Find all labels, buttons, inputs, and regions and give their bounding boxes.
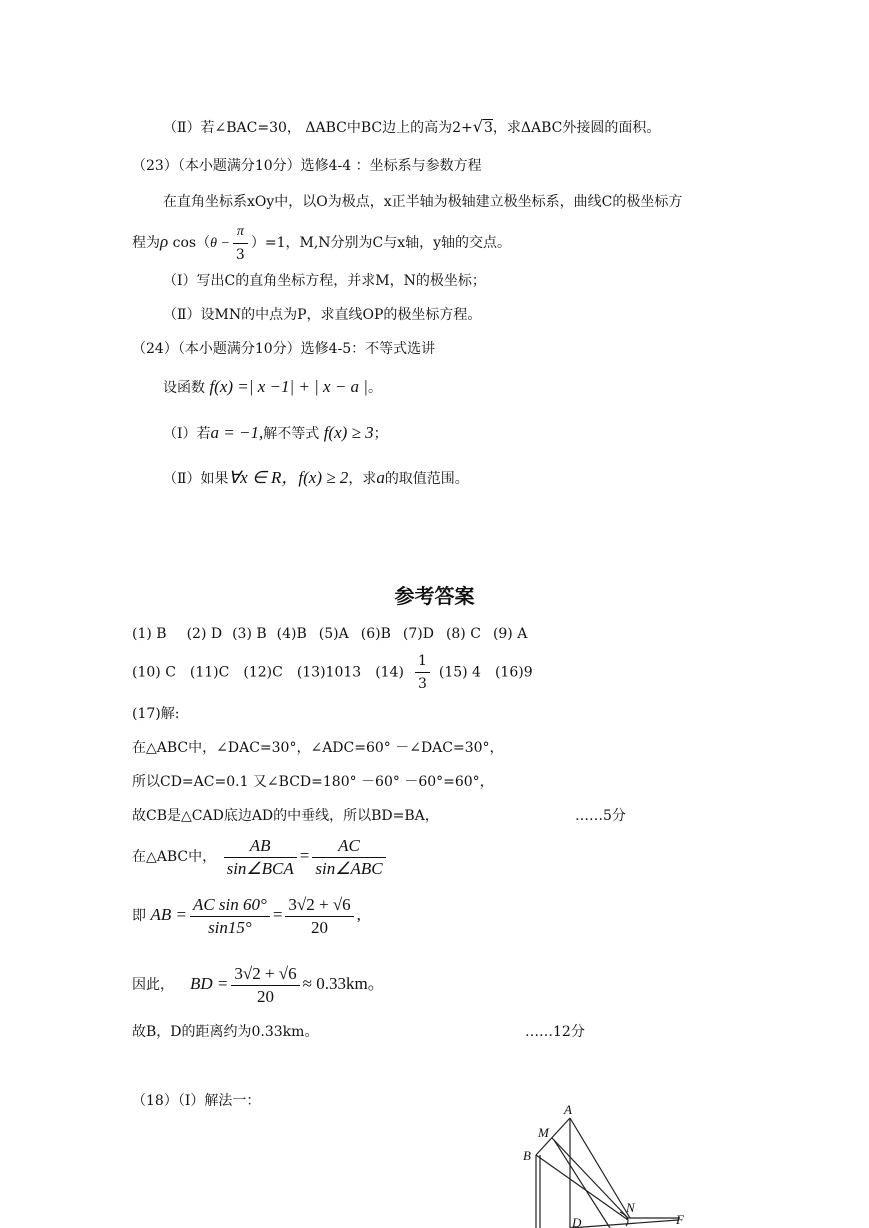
edge-bn	[536, 1155, 628, 1220]
frac-den: sin∠ABC	[315, 858, 383, 878]
sol17-score-5: ……5分	[575, 808, 626, 824]
bd-expr: BD =	[190, 974, 229, 993]
ab-frac-2	[285, 894, 353, 939]
sine-frac-1	[224, 835, 297, 880]
q24-func-expr: f(x) =| x −1| + | x − a |	[209, 377, 368, 396]
frac-den: 20	[311, 917, 329, 937]
answer-item: (1) B	[132, 626, 167, 642]
frac-num: 3√2 + √6	[231, 963, 299, 986]
cos-text: cos（	[172, 235, 211, 251]
answers-row2	[132, 650, 533, 695]
label-d: D	[572, 1215, 582, 1228]
sol17-line3: 故CB是△CAD底边AD的中垂线，所以BD=BA，	[132, 808, 439, 824]
answer-item: (10) C	[132, 664, 176, 681]
answers-title: 参考答案	[394, 584, 475, 608]
q23-line2-prefix: 程为	[132, 235, 160, 251]
q24-part1-prefix: （Ⅰ）若	[163, 426, 211, 442]
q24-part2	[163, 469, 469, 488]
answers-row1	[132, 625, 527, 643]
frac-den: 3	[417, 676, 427, 692]
answer-14-fraction	[415, 650, 430, 695]
q24-part2-mid: ，求	[348, 471, 377, 487]
answer-item: (6)B	[360, 626, 391, 642]
rho-symbol: ρ	[160, 232, 169, 251]
sol17-line2: 所以CD=AC=0.1 又∠BCD=180° －60° －60°=60°，	[132, 774, 494, 790]
q23-header: （23）（本小题满分10分）选修4-4 ：坐标系与参数方程	[132, 158, 482, 174]
frac-num: 3√2 + √6	[285, 894, 353, 917]
ab-expr: AB =	[150, 905, 187, 924]
pi-num: π	[233, 221, 248, 244]
sol17-line1: 在△ABC中，∠DAC=30°，∠ADC=60° －∠DAC=30°，	[132, 740, 504, 756]
bd-frac	[231, 963, 299, 1008]
sol17-bd-calc	[132, 962, 385, 1008]
answer-item: (7)D	[402, 626, 434, 642]
frac-num: 1	[415, 650, 430, 673]
frac-num: AB	[224, 835, 297, 858]
pi-over-3	[233, 221, 248, 266]
q24-part2-end: 的取值范围。	[384, 471, 469, 487]
q22-suffix: ，求ΔABC外接圆的面积。	[492, 120, 661, 136]
q22-height-text: ΔABC中BC边上的高为2+	[305, 120, 473, 136]
frac-num: AC sin 60°	[190, 894, 270, 917]
edge-mn	[552, 1138, 628, 1218]
label-a: A	[564, 1102, 572, 1117]
answer-item: (8) C	[445, 626, 481, 642]
bd-prefix: 因此，	[132, 977, 174, 993]
sol17-conclusion: 故B，D的距离约为0.33km。	[132, 1024, 319, 1040]
edge-m-down	[554, 1140, 610, 1228]
q24-header: （24）（本小题满分10分）选修4-5：不等式选讲	[132, 341, 436, 357]
frac-den: sin15°	[208, 917, 252, 937]
edge-df	[570, 1220, 678, 1228]
frac-num: AC	[312, 835, 385, 858]
q24-function	[163, 378, 382, 397]
label-n: N	[626, 1200, 635, 1215]
sol18-label: （18）（Ⅰ）解法一：	[132, 1093, 261, 1109]
sol17-score-12: ……12分	[525, 1024, 585, 1040]
q24-part1	[163, 424, 388, 443]
q24-part2-prefix: （Ⅱ）如果	[163, 471, 229, 487]
theta-expr: θ −	[210, 236, 230, 251]
answer-item: (9) A	[492, 626, 528, 642]
q22-root: 3	[483, 120, 493, 136]
q23-line2-suffix: ）=1，M,N分别为C与x轴，y轴的交点。	[250, 235, 512, 251]
label-m: M	[538, 1125, 549, 1140]
q23-part2: （Ⅱ）设MN的中点为P，求直线OP的极坐标方程。	[163, 307, 482, 323]
answer-item: (12)C	[243, 664, 283, 681]
answer-item: (4)B	[276, 626, 307, 642]
frac-den: 20	[257, 986, 275, 1006]
q24-func-end: 。	[367, 380, 382, 396]
q22-angle: ∠BAC=30，	[214, 120, 301, 136]
bd-result: ≈ 0.33km。	[302, 974, 385, 993]
answer-item: (5)A	[318, 626, 349, 642]
q24-part2-cond: ∀x ∈ R，f(x) ≥ 2	[228, 468, 349, 487]
answer-item: (16)9	[494, 664, 533, 681]
label-b: B	[523, 1148, 531, 1163]
q23-line1: 在直角坐标系xOy中，以O为极点，x正半轴为极轴建立极坐标系，曲线C的极坐标方	[163, 194, 683, 210]
q22-part2	[163, 118, 660, 137]
q22-prefix: （Ⅱ）若	[163, 120, 215, 136]
q23-part1: （Ⅰ）写出C的直角坐标方程，并求M，N的极坐标；	[163, 273, 486, 289]
ab-frac-1	[190, 894, 270, 939]
edge-an	[570, 1118, 630, 1218]
q24-part1-end: ；	[373, 426, 388, 442]
sine-law-prefix: 在△ABC中，	[132, 849, 217, 865]
q24-func-prefix: 设函数	[163, 380, 205, 396]
comma: ,	[356, 905, 361, 924]
label-f: F	[676, 1212, 684, 1227]
sol17-sine-law	[132, 834, 389, 880]
answer-item: (14)	[375, 664, 404, 681]
answer-item: (11)C	[189, 664, 230, 681]
q23-line2	[132, 220, 511, 266]
geometry-figure	[500, 1100, 700, 1228]
q24-part1-ineq: f(x) ≥ 3	[323, 423, 374, 442]
equals-sign: =	[272, 905, 283, 924]
equals-sign: =	[299, 846, 310, 865]
answer-item: (13)1013	[296, 664, 362, 681]
pi-den: 3	[235, 246, 245, 263]
ab-prefix: 即	[132, 908, 146, 924]
frac-den: sin∠BCA	[226, 858, 294, 878]
q24-part2-a: a	[376, 468, 385, 487]
answer-item: (2) D	[186, 626, 223, 642]
q24-part1-mid: 解不等式	[263, 426, 320, 442]
sine-frac-2	[312, 835, 385, 880]
answer-item: (15) 4	[438, 664, 481, 681]
answer-item: (3) B	[232, 626, 267, 642]
sqrt-symbol: √	[472, 117, 483, 136]
sol17-label: (17)解:	[132, 706, 180, 722]
sol17-ab-calc	[132, 893, 361, 939]
q24-part1-cond: a = −1,	[210, 423, 264, 442]
